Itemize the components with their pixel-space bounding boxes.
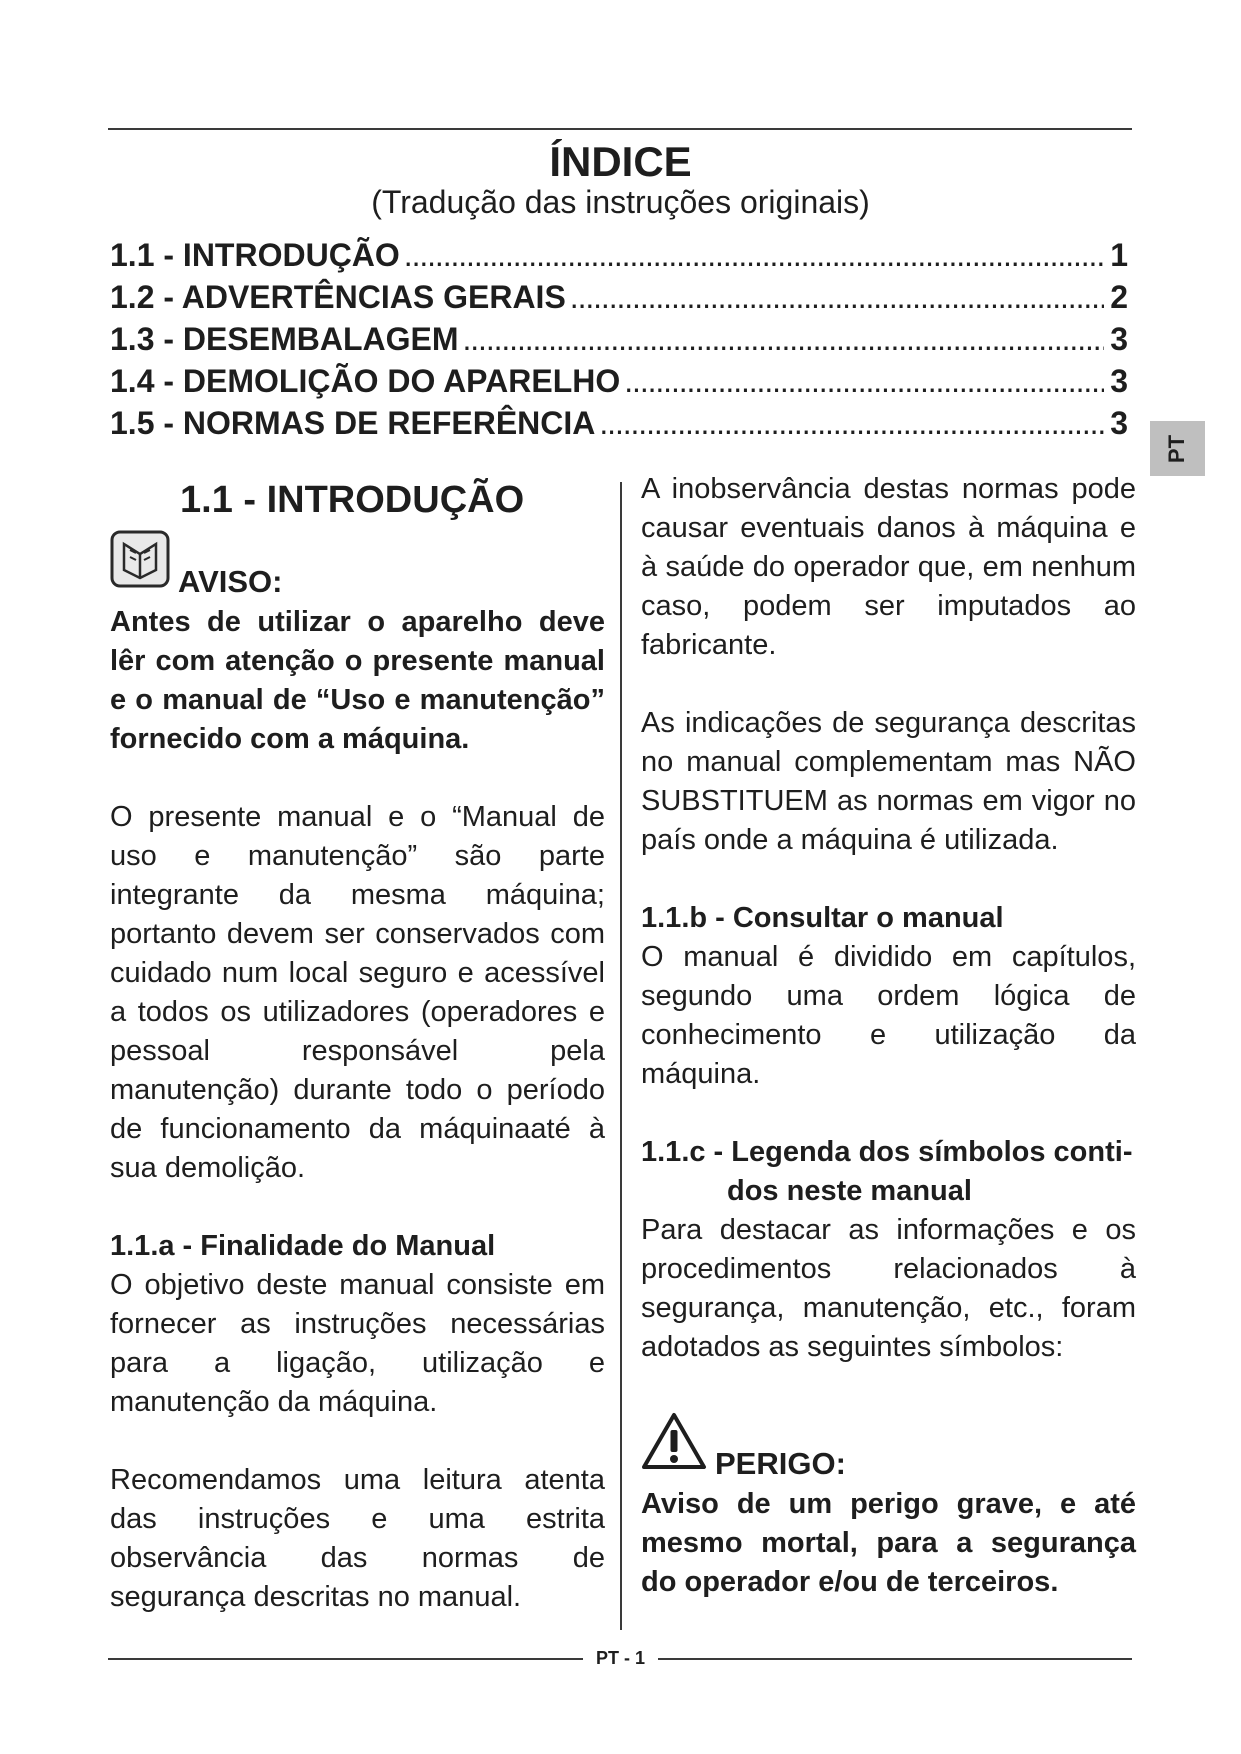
toc-leader-dots — [570, 279, 1104, 316]
toc-entry-page: 2 — [1110, 279, 1128, 315]
danger-header — [641, 1412, 1136, 1481]
paragraph: Recomendamos uma leitura atenta das instruções e uma estrita observância das normas de segurança descritas no manual. — [110, 1464, 605, 1613]
footer-rule-right — [658, 1658, 1132, 1660]
column-divider — [620, 482, 622, 1630]
danger-label: PERIGO: — [715, 1446, 846, 1481]
paragraph: As indicações de segurança descritas no manual complementam mas NÃO SUBSTITUEM as normas em vigor no país onde a máquina é utilizada. — [641, 707, 1136, 856]
paragraph: O manual é dividido em capítulos, segundo uma ordem lógica de conhecimento e utilização da máquina. — [641, 941, 1136, 1090]
toc-entry-page: 3 — [1110, 405, 1128, 441]
warning-triangle-icon — [641, 1412, 707, 1481]
toc-entry-page: 1 — [1110, 237, 1128, 273]
toc-leader-dots — [624, 363, 1104, 400]
toc-leader-dots — [404, 237, 1104, 274]
paragraph: O objetivo deste manual consiste em fornecer as instruções necessárias para a ligação, utilização e manutenção da máquina. — [110, 1269, 605, 1418]
toc-leader-dots — [462, 321, 1104, 358]
toc-entry-label: 1.4 - DEMOLIÇÃO DO APARELHO — [110, 363, 621, 399]
toc-entry-page: 3 — [1110, 321, 1128, 357]
toc-entry[interactable] — [110, 405, 1128, 447]
paragraph: Para destacar as informações e os procedimentos relacionados à segurança, manutenção, etc., foram adotados as seguintes símbolos: — [641, 1214, 1136, 1363]
toc-entry-label: 1.2 - ADVERTÊNCIAS GERAIS — [110, 279, 566, 315]
index-title: ÍNDICE — [549, 138, 692, 185]
toc-entry-label: 1.3 - DESEMBALAGEM — [110, 321, 459, 357]
language-tab-label: PT — [1164, 434, 1190, 463]
toc-entry[interactable] — [110, 321, 1128, 363]
subsection-title-continued: dos neste manual — [727, 1175, 972, 1207]
toc-entry-label: 1.5 - NORMAS DE REFERÊNCIA — [110, 405, 596, 441]
top-rule — [108, 128, 1132, 130]
page-number: PT - 1 — [595, 1648, 645, 1668]
warning-header — [110, 530, 605, 599]
subsection-title: 1.1.a - Finalidade do Manual — [110, 1230, 496, 1262]
right-column — [641, 470, 1136, 1602]
footer-rule-left — [108, 1658, 583, 1660]
toc-leader-dots — [599, 405, 1104, 442]
manual-read-icon — [110, 530, 170, 599]
toc-entry[interactable] — [110, 279, 1128, 321]
paragraph: A inobservância destas normas pode causar eventuais danos à máquina e à saúde do operador que, em nenhum caso, podem ser imputados ao fabricante. — [641, 473, 1136, 661]
warning-text: Antes de utilizar o aparelho deve lêr com atenção o presente manual e o manual de “Uso e manutenção” fornecido com a máquina. — [110, 606, 605, 755]
section-title: 1.1 - INTRODUÇÃO — [180, 479, 525, 521]
left-column — [110, 470, 605, 1617]
toc-entry-page: 3 — [1110, 363, 1128, 399]
language-tab — [1150, 421, 1205, 476]
warning-label: AVISO: — [178, 564, 283, 599]
toc-entry[interactable] — [110, 237, 1128, 279]
toc-entry[interactable] — [110, 363, 1128, 405]
paragraph: O presente manual e o “Manual de uso e manutenção” são parte integrante da mesma máquina; portanto devem ser conservados com cuidado num local seguro e acessível a todos os utilizadores (operadores e pessoal responsável pela manutenção) durante todo o período de funcionamento da máquinaaté à sua demolição. — [110, 801, 605, 1184]
danger-text: Aviso de um perigo grave, e até mesmo mortal, para a segurança do operador e/ou de terceiros. — [641, 1488, 1136, 1598]
subsection-title: 1.1.b - Consultar o manual — [641, 902, 1004, 934]
subsection-title: 1.1.c - Legenda dos símbolos conti- — [641, 1136, 1133, 1168]
index-subtitle: (Tradução das instruções originais) — [371, 184, 870, 220]
toc-entry-label: 1.1 - INTRODUÇÃO — [110, 237, 400, 273]
table-of-contents — [110, 237, 1128, 447]
